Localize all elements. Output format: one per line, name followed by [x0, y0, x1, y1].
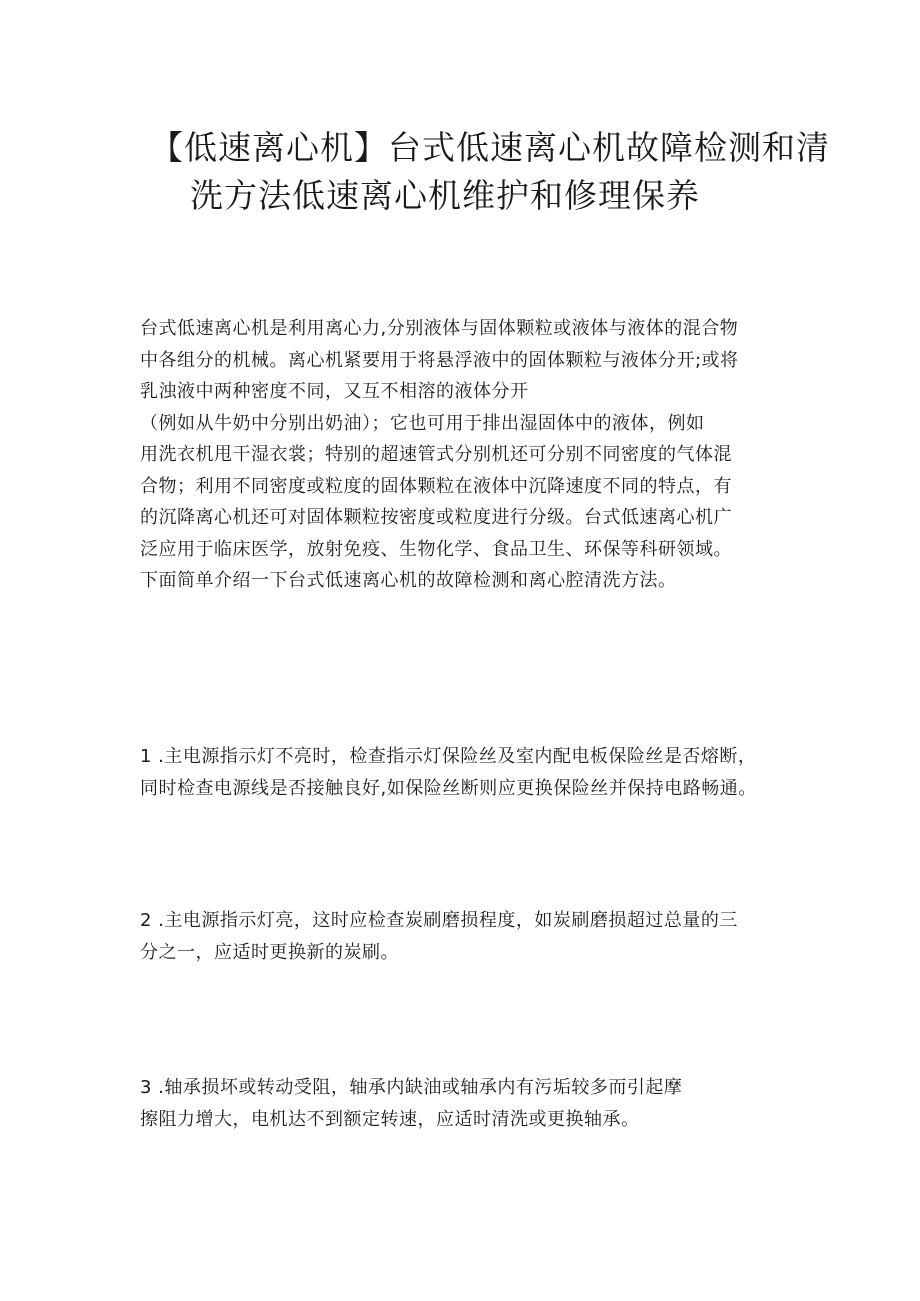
- paragraph-line: 中各组分的机械。离心机紧要用于将悬浮液中的固体颗粒与液体分开;或将: [140, 349, 739, 371]
- paragraph-line: 台式低速离心机是利用离心力,分别液体与固体颗粒或液体与液体的混合物: [140, 318, 739, 339]
- title-line: 【低速离心机】台式低速离心机故障检测和清: [150, 128, 830, 167]
- paragraph-line: （例如从牛奶中分别出奶油）；它也可用于排出湿固体中的液体，例如: [140, 412, 705, 434]
- list-item-2: [140, 905, 820, 968]
- document-title: [150, 124, 830, 220]
- list-item-1: [140, 741, 820, 804]
- paragraph-line: 用洗衣机甩干湿衣裳；特别的超速管式分别机还可分别不同密度的气体混: [140, 444, 732, 465]
- paragraph-line: 泛应用于临床医学，放射免疫、生物化学、食品卫生、环保等科研领域。: [140, 538, 732, 560]
- paragraph-line: 1 .主电源指示灯不亮时，检查指示灯保险丝及室内配电板保险丝是否熔断，: [140, 746, 757, 767]
- paragraph-line: 的沉降离心机还可对固体颗粒按密度或粒度进行分级。台式低速离心机广: [140, 507, 732, 528]
- title-line: 洗方法低速离心机维护和修理保养: [190, 176, 700, 215]
- paragraph-line: 合物；利用不同密度或粒度的固体颗粒在液体中沉降速度不同的特点，有: [140, 475, 732, 497]
- paragraph-line: 下面简单介绍一下台式低速离心机的故障检测和离心腔清洗方法。: [140, 570, 677, 591]
- paragraph-line: 3 .轴承损坏或转动受阻，轴承内缺油或轴承内有污垢较多而引起摩: [140, 1077, 683, 1098]
- intro-paragraph: [140, 313, 820, 597]
- paragraph-line: 乳浊液中两种密度不同，又互不相溶的液体分开: [140, 381, 529, 402]
- paragraph-line: 擦阻力增大，电机达不到额定转速，应适时清洗或更换轴承。: [140, 1108, 640, 1130]
- paragraph-line: 分之一，应适时更换新的炭刷。: [140, 941, 399, 963]
- paragraph-line: 同时检查电源线是否接触良好,如保险丝断则应更换保险丝并保持电路畅通。: [140, 777, 757, 799]
- list-item-3: [140, 1072, 820, 1135]
- paragraph-line: 2 .主电源指示灯亮，这时应检查炭刷磨损程度，如炭刷磨损超过总量的三: [140, 910, 738, 931]
